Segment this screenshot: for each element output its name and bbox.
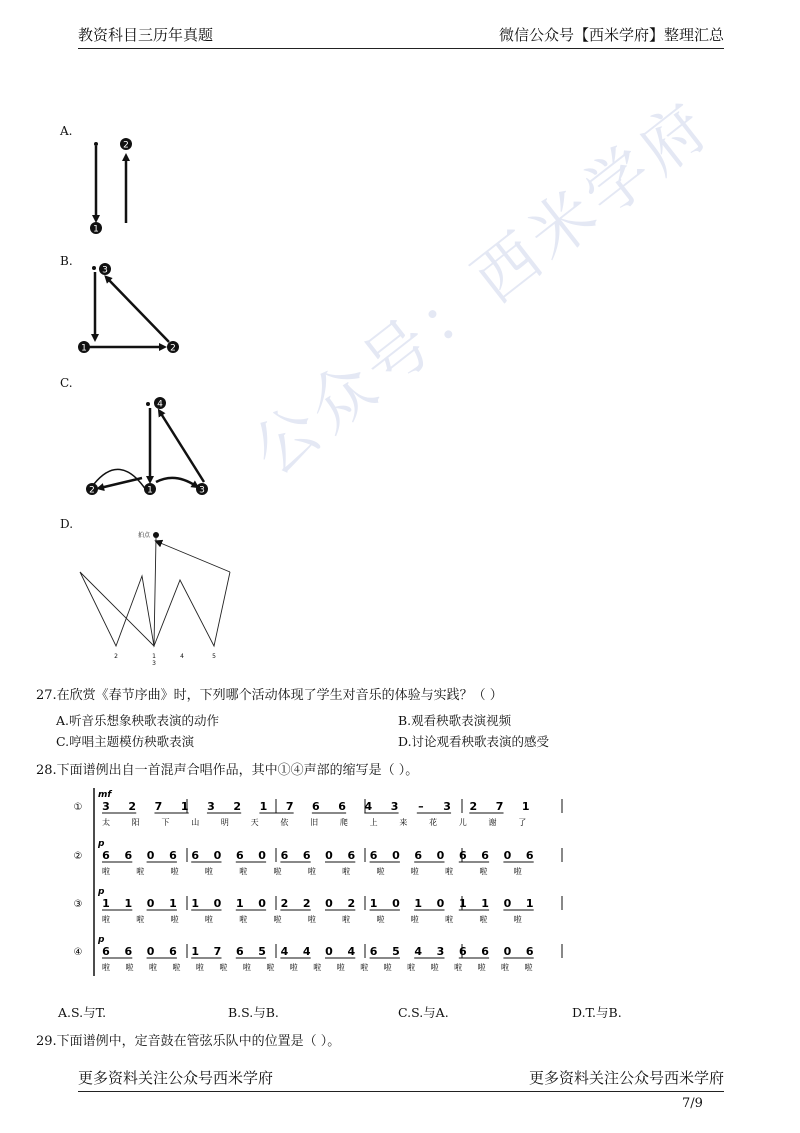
lyric: 啦 <box>376 867 385 876</box>
note: 6 <box>169 945 177 958</box>
q28-option-a: A.S.与T. <box>58 1005 107 1020</box>
lyric: 阳 <box>131 818 140 827</box>
note: 2 <box>233 800 242 813</box>
note: 3 <box>390 800 399 813</box>
lyric: 啦 <box>342 867 351 876</box>
note: 0 <box>503 849 512 862</box>
voice-number: ③ <box>73 899 83 910</box>
lyric: 啦 <box>195 963 204 972</box>
figure-b-label: B. <box>60 254 73 268</box>
note: 6 <box>347 849 356 862</box>
lyric: 天 <box>250 818 259 827</box>
lyric: 啦 <box>204 867 213 876</box>
note: 6 <box>369 849 378 862</box>
note: 6 <box>169 849 177 862</box>
lyric: 啦 <box>219 963 228 972</box>
note: 0 <box>258 897 266 910</box>
note: 1 <box>102 897 110 910</box>
lyric: 啦 <box>289 963 298 972</box>
note: 5 <box>392 945 400 958</box>
q28-option-d: D.T.与B. <box>572 1005 622 1020</box>
note: 6 <box>302 849 311 862</box>
note: 1 <box>124 897 133 910</box>
note: 3 <box>207 800 215 813</box>
lyric: 爬 <box>339 818 348 827</box>
beat-2: 2 <box>123 140 129 151</box>
lyric: 啦 <box>407 963 416 972</box>
lyric: 下 <box>161 818 170 827</box>
note: 0 <box>503 945 512 958</box>
note: 6 <box>458 849 467 862</box>
q27-option-d: D.讨论观看秧歌表演的感受 <box>398 734 550 749</box>
beat-1: 1 <box>81 343 87 354</box>
note: 1 <box>414 897 423 910</box>
note: 1 <box>481 897 489 910</box>
lyric: 啦 <box>239 915 248 924</box>
note: 6 <box>102 945 110 958</box>
note: 6 <box>458 945 467 958</box>
lyric: 啦 <box>170 915 179 924</box>
note: 0 <box>146 849 155 862</box>
lyric: 啦 <box>307 867 316 876</box>
lyric: 啦 <box>383 963 392 972</box>
dynamic-marking: p <box>98 887 105 897</box>
question-29: 29.下面谱例中，定音鼓在管弦乐队中的位置是（ ）。 <box>36 1034 341 1049</box>
beat-3: 3 <box>199 485 205 496</box>
beat-3: 3 <box>102 265 108 276</box>
q27-option-b: B.观看秧歌表演视频 <box>398 713 512 728</box>
note: 0 <box>146 945 155 958</box>
lyric: 啦 <box>479 867 488 876</box>
note: 6 <box>338 800 346 813</box>
note: 7 <box>285 800 294 813</box>
lyric: 啦 <box>313 963 322 972</box>
lyric: 啦 <box>307 915 316 924</box>
lyric: 啦 <box>125 963 134 972</box>
note: 0 <box>392 897 400 910</box>
lyric: 旧 <box>310 818 319 827</box>
lyric: 啦 <box>477 963 486 972</box>
note: 5 <box>258 945 266 958</box>
note: 6 <box>191 849 200 862</box>
lyric: 上 <box>369 818 378 827</box>
note: 6 <box>525 849 534 862</box>
note: 3 <box>436 945 445 958</box>
lyric: 啦 <box>513 867 522 876</box>
note: 0 <box>436 849 445 862</box>
lyric: 啦 <box>102 915 110 924</box>
figure-d-label: D. <box>60 517 74 531</box>
lyric: 谢 <box>488 818 497 827</box>
beat-2: 2 <box>89 485 95 496</box>
lyric: 啦 <box>454 963 463 972</box>
lyric: 啦 <box>410 867 419 876</box>
footer-left-text: 更多资料关注公众号西米学府 <box>78 1069 274 1087</box>
note: 6 <box>124 945 133 958</box>
watermark: 公众号：西米学府 <box>239 87 727 491</box>
note: 4 <box>302 945 311 958</box>
page-footer <box>78 1069 724 1092</box>
dynamic-marking: mf <box>98 790 112 800</box>
lyric: 啦 <box>172 963 181 972</box>
note: 1 <box>169 897 177 910</box>
beat-3: 3 <box>152 660 156 667</box>
note: 7 <box>495 800 504 813</box>
beat-5: 5 <box>212 653 216 660</box>
lyric: 儿 <box>458 818 467 827</box>
lyric: 了 <box>518 818 527 827</box>
lyric: 依 <box>280 818 289 827</box>
lyric: 啦 <box>204 915 213 924</box>
note: 1 <box>369 897 378 910</box>
question-27: 27.在欣赏《春节序曲》时，下列哪个活动体现了学生对音乐的体验与实践？（ ） <box>36 688 503 703</box>
note: 6 <box>124 849 133 862</box>
note: 1 <box>191 945 200 958</box>
page-header <box>78 24 724 49</box>
note: 4 <box>347 945 356 958</box>
q27-option-a: A.听音乐想象秧歌表演的动作 <box>56 713 220 728</box>
dynamic-marking: p <box>98 839 105 849</box>
note: 0 <box>436 897 445 910</box>
lyric: 啦 <box>479 915 488 924</box>
beat-2: 2 <box>114 653 118 660</box>
conducting-diagram-c <box>80 392 220 504</box>
note: – <box>418 800 424 813</box>
note: 4 <box>414 945 423 958</box>
header-right-text: 微信公众号【西米学府】整理汇总 <box>498 26 724 44</box>
note: 1 <box>191 897 200 910</box>
note: 4 <box>364 800 373 813</box>
beat-1: 1 <box>93 224 99 235</box>
note: 6 <box>235 849 244 862</box>
note: 2 <box>128 800 137 813</box>
note: 7 <box>154 800 163 813</box>
note: 0 <box>258 849 266 862</box>
note: 2 <box>280 897 289 910</box>
note: 0 <box>503 897 512 910</box>
note: 1 <box>235 897 244 910</box>
note: 6 <box>414 849 423 862</box>
conducting-diagram-b <box>75 262 185 357</box>
lyric: 啦 <box>266 963 275 972</box>
lyric: 啦 <box>513 915 522 924</box>
lyric: 啦 <box>360 963 369 972</box>
voice-number: ④ <box>73 947 83 958</box>
figure-c-label: C. <box>60 376 73 390</box>
lyric: 啦 <box>273 867 282 876</box>
page-number: 7/9 <box>682 1096 703 1111</box>
note: 0 <box>325 897 333 910</box>
note: 2 <box>302 897 311 910</box>
figure-a-label: A. <box>60 124 73 138</box>
note: 0 <box>392 849 400 862</box>
lyric: 啦 <box>376 915 385 924</box>
conducting-diagram-a <box>80 135 140 240</box>
note: 6 <box>481 945 489 958</box>
note: 2 <box>347 897 356 910</box>
beat-1: 1 <box>152 653 156 660</box>
conducting-diagram-d <box>72 524 252 669</box>
note: 0 <box>146 897 155 910</box>
dynamic-marking: p <box>98 935 105 945</box>
beat-4: 4 <box>180 653 184 660</box>
lyric: 啦 <box>445 867 454 876</box>
lyric: 啦 <box>102 867 110 876</box>
lyric: 啦 <box>430 963 439 972</box>
lyric: 啦 <box>170 867 179 876</box>
note: 6 <box>369 945 378 958</box>
note: 0 <box>325 849 333 862</box>
note: 0 <box>213 897 222 910</box>
lyric: 啦 <box>273 915 282 924</box>
lyric: 啦 <box>410 915 419 924</box>
note: 6 <box>235 945 244 958</box>
lyric: 啦 <box>148 963 157 972</box>
note: 6 <box>312 800 320 813</box>
note: 7 <box>213 945 222 958</box>
note: 4 <box>280 945 289 958</box>
note: 3 <box>443 800 451 813</box>
lyric: 啦 <box>239 867 248 876</box>
lyric: 啦 <box>102 963 110 972</box>
note: 6 <box>280 849 289 862</box>
note: 2 <box>469 800 478 813</box>
lyric: 山 <box>191 818 200 827</box>
voice-number: ② <box>73 851 83 862</box>
note: 1 <box>458 897 467 910</box>
beat-point-label: 拍点 <box>137 532 150 539</box>
note: 1 <box>180 800 189 813</box>
footer-right-text: 更多资料关注公众号西米学府 <box>528 1069 724 1087</box>
note: 6 <box>102 849 110 862</box>
note: 3 <box>102 800 110 813</box>
lyric: 太 <box>102 818 110 827</box>
beat-1: 1 <box>147 485 153 496</box>
note: 1 <box>525 897 534 910</box>
lyric: 啦 <box>136 915 145 924</box>
q28-option-c: C.S.与A. <box>398 1005 449 1020</box>
note: 0 <box>325 945 333 958</box>
lyric: 明 <box>220 818 229 827</box>
header-left-text: 教资科目三历年真题 <box>78 26 214 44</box>
lyric: 啦 <box>336 963 345 972</box>
lyric: 啦 <box>342 915 351 924</box>
lyric: 啦 <box>242 963 251 972</box>
lyric: 花 <box>429 818 438 827</box>
beat-4: 4 <box>157 399 163 410</box>
lyric: 啦 <box>136 867 145 876</box>
note: 1 <box>521 800 530 813</box>
note: 1 <box>259 800 268 813</box>
voice-number: ① <box>73 802 83 813</box>
note: 6 <box>525 945 534 958</box>
lyric: 啦 <box>524 963 533 972</box>
beat-2: 2 <box>170 343 176 354</box>
question-28: 28.下面谱例出自一首混声合唱作品，其中①④声部的缩写是（ ）。 <box>36 763 419 778</box>
lyric: 啦 <box>501 963 510 972</box>
note: 0 <box>213 849 222 862</box>
q28-option-b: B.S.与B. <box>228 1005 279 1020</box>
lyric: 来 <box>399 818 408 827</box>
q27-option-c: C.哼唱主题模仿秧歌表演 <box>56 734 195 749</box>
choral-score <box>73 784 574 984</box>
note: 6 <box>481 849 489 862</box>
lyric: 啦 <box>445 915 454 924</box>
